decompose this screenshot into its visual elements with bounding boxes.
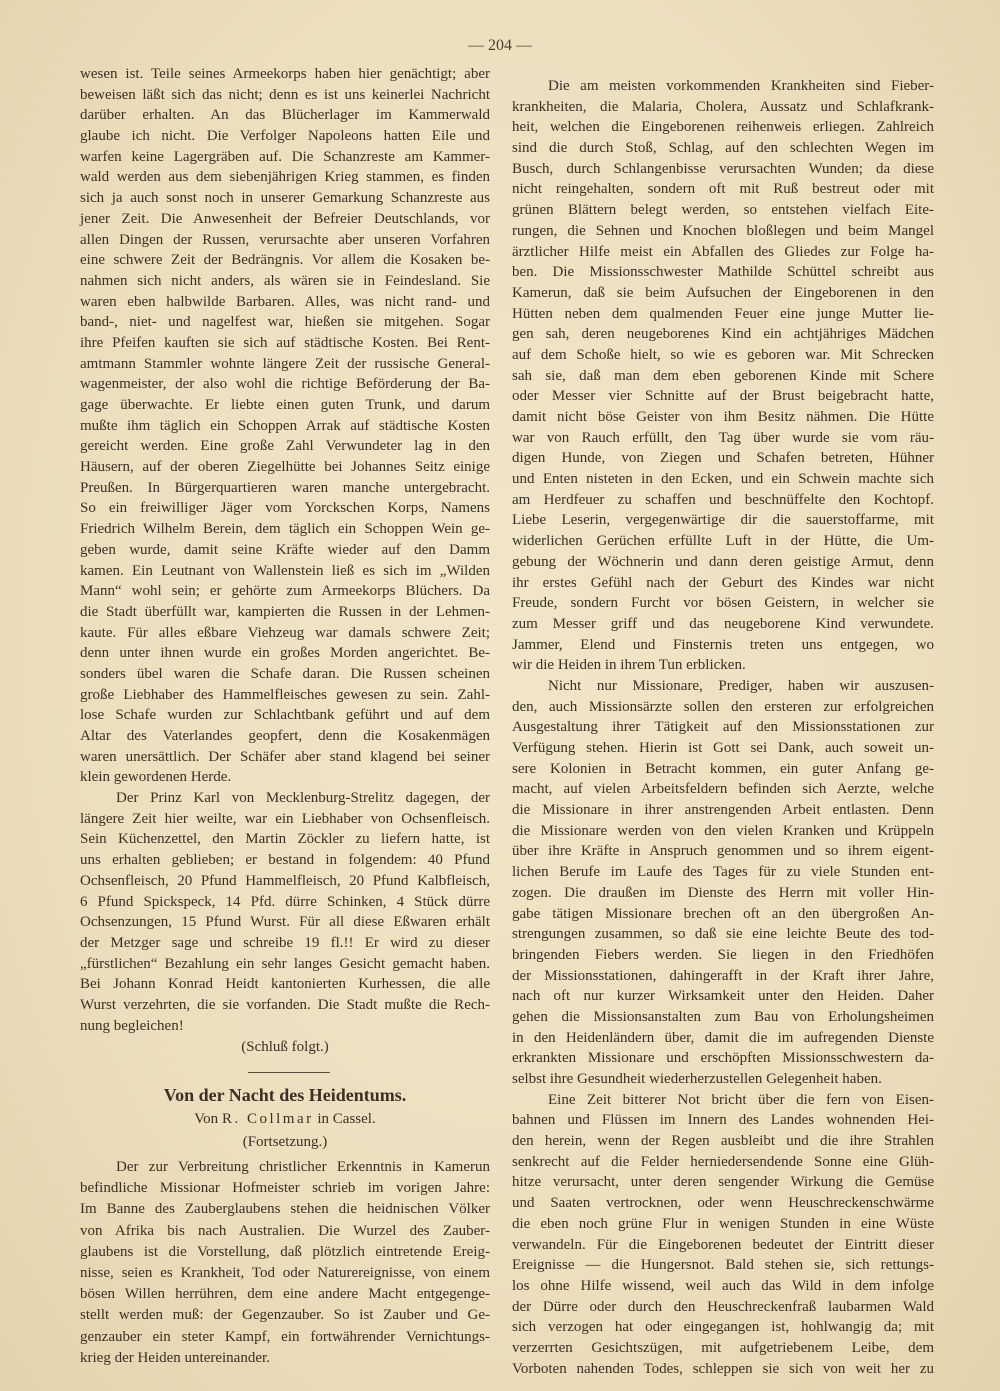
text-line: heit, welchen die Eingeborenen reihenweis erliegen. Zahlreich xyxy=(512,119,934,136)
text-line: grünen Blättern belegt werden, so entstehen vielfach Eite- xyxy=(512,202,934,219)
text-line: gehen die Missionsanstalten zum Bau von Erholungsheimen xyxy=(512,1008,934,1025)
text-line: krankheiten, die Malaria, Cholera, Aussatz und Schlafkrank- xyxy=(512,98,934,115)
text-line: Wurst verzehrten, die sie vorfanden. Die Stadt mußte die Rech- xyxy=(80,996,490,1013)
text-line: zum Messer griff und das neugeborene Kind verwundete. xyxy=(512,615,934,632)
text-line: gen sah, deren neugeborenes Kind ein achtjähriges Mädchen xyxy=(512,326,934,343)
text-line: gabe tätigen Missionare brechen oft an den übergroßen An- xyxy=(512,905,934,922)
text-line: den, auch Missionsärzte sollen den ersteren zur erfolgreichen xyxy=(512,698,934,715)
paragraph xyxy=(80,1157,490,1369)
text-line: 6 Pfund Spickspeck, 14 Pfd. dürre Schinken, 4 Stück dürre xyxy=(80,893,490,910)
text-line: der Dürre oder durch den Heuschreckenfraß laubarmen Wald xyxy=(512,1298,934,1315)
text-line: nisse, seien es Krankheit, Tod oder Naturereignisse, von einem xyxy=(80,1264,490,1281)
paragraph xyxy=(512,1090,934,1380)
text-line: kamen. Ein Leutnant von Wallenstein ließ es sich im „Wilden xyxy=(80,562,490,579)
text-line: Ochsenfleisch, 20 Pfund Hammelfleisch, 20 Pfund Kalbfleisch, xyxy=(80,872,490,889)
paragraph xyxy=(512,76,934,676)
text-line: und Enten nisteten in den Ecken, und ein Schwein machte sich xyxy=(512,471,934,488)
text-line: den herein, wenn der Regen ausbleibt und die ihre Strahlen xyxy=(512,1133,934,1150)
paragraph xyxy=(80,64,490,788)
text-line: senkrecht auf die Felder herniedersendende Sonne eine Glüh- xyxy=(512,1153,934,1170)
text-line: in den Heidenländern über, damit die im aufregenden Dienste xyxy=(512,1029,934,1046)
text-line: sich ja auch sonst noch in unserer Gemarkung Schanzreste aus xyxy=(80,190,490,207)
text-line: der Missionsstationen, dahingerafft in der Kraft ihrer Jahre, xyxy=(512,967,934,984)
text-line: kaute. Für alles eßbare Viehzeug war damals schwere Zeit; xyxy=(80,624,490,641)
text-line: wald werden aus dem siebenjährigen Krieg stammen, es finden xyxy=(80,169,490,186)
text-line: Im Banne des Zauberglaubens stehen die heidnischen Völker xyxy=(80,1201,490,1218)
text-line: nach oft nur kurzer Wirksamkeit unter den Heiden. Daher xyxy=(512,988,934,1005)
text-line: So ein freiwilliger Jäger vom Yorckschen Korps, Namens xyxy=(80,500,490,517)
article-byline xyxy=(80,1111,490,1128)
text-line: sah sie, daß man dem eben geborenen Kinde mit Schere xyxy=(512,367,934,384)
continuation-note: (Schluß folgt.) xyxy=(241,1039,329,1055)
text-line: Ausgestaltung ihrer Tätigkeit auf den Missionsstationen zur xyxy=(512,719,934,736)
text-line: wesen ist. Teile seines Armeekorps haben hier genächtigt; aber xyxy=(80,66,490,82)
text-line: darüber erhalten. An das Blücherlager im Kammerwald xyxy=(80,107,490,124)
text-line: sonders übel waren die Schafe daran. Die Russen scheinen xyxy=(80,665,490,682)
text-line: oder Messer vier Schnitte auf der Brust beigebracht hatte, xyxy=(512,388,934,405)
paragraph xyxy=(80,788,490,1036)
text-line: Der Prinz Karl von Mecklenburg-Strelitz dagegen, der xyxy=(116,790,490,807)
page-number: — 204 — xyxy=(468,37,532,54)
text-line: glaubens ist die Vorstellung, daß plötzlich eintretende Ereig- xyxy=(80,1243,490,1260)
text-line: Ochsenzungen, 15 Pfund Wurst. Für all diese Eßwaren erhält xyxy=(80,914,490,931)
text-line: warfen keine Lagergräben auf. Die Schanzreste am Kammer- xyxy=(80,148,490,165)
text-line: Freude, sondern Furcht vor bösen Geistern, in welcher sie xyxy=(512,595,934,612)
text-line: Kamerun, daß sie beim Aufsuchen der Eingeborenen in den xyxy=(512,284,934,301)
text-line: ihr erstes Gefühl nach der Geburt des Kindes war nicht xyxy=(512,574,934,591)
left-column-previous-article xyxy=(80,64,490,1036)
text-line: Vorboten nahenden Todes, schleppen sie sich von weit her zu xyxy=(512,1360,934,1377)
text-line: amtmann Stammler wohnte längere Zeit der russische General- xyxy=(80,355,490,372)
text-line: die Stadt überfüllt war, kampierten die Russen in der Lehmen- xyxy=(80,603,490,620)
text-line: „fürstlichen“ Bezahlung ein sehr langes Gesicht gemacht haben. xyxy=(80,955,490,972)
text-line: klein gewordenen Herde. xyxy=(80,769,232,786)
text-line: krieg der Heiden untereinander. xyxy=(80,1349,270,1366)
text-line: eine schwere Zeit der Bedrängnis. Vor allem die Kosaken be- xyxy=(80,252,490,269)
text-line: waren eben halbwilde Barbaren. Alles, was nicht rand- und xyxy=(80,293,490,310)
text-line: gebung der Wöchnerin und dann deren geistige Armut, denn xyxy=(512,553,934,570)
text-line: längere Zeit hier weilte, war ein Liebhaber von Ochsenfleisch. xyxy=(80,810,490,827)
text-line: Busch, durch Schlangenbisse verursachten Wunden; da diese xyxy=(512,160,934,177)
text-line: nahmen sich nicht anders, als wären sie in Feindesland. Sie xyxy=(80,272,490,289)
text-line: denn unter ihnen wurde ein großes Morden angerichtet. Be- xyxy=(80,645,490,662)
text-line: war von Rauch erfüllt, den Tag über wurde sie vom räu- xyxy=(512,429,934,446)
text-line: am Herdfeuer zu schaffen und beschnüffelte den Kochtopf. xyxy=(512,491,934,508)
text-line: Bei Johann Konrad Heidt kantonierten Kurhessen, die alle xyxy=(80,976,490,993)
left-column-article-text xyxy=(80,1157,490,1369)
article-title: Von der Nacht des Heidentums. xyxy=(163,1085,407,1105)
text-line: beweisen läßt sich das nicht; denn es ist uns keinerlei Nachricht xyxy=(80,86,490,103)
text-line: bösen Willen herrühren, dem eine andere Macht entgegenge- xyxy=(80,1286,490,1303)
text-line: wagenmeister, der also wohl die richtige Beförderung der Ba- xyxy=(80,376,490,393)
text-line: rungen, die Sehnen und Knochen bloßlegen und beim Mangel xyxy=(512,222,934,239)
text-line: Eine Zeit bitterer Not bricht über die fern von Eisen- xyxy=(548,1091,934,1108)
text-line: lose Schafe wurden zur Schlachtbank geführt und auf dem xyxy=(80,707,490,724)
text-line: wir die Heiden in ihrem Tun erblicken. xyxy=(512,657,746,674)
text-line: nung begleichen! xyxy=(80,1017,184,1034)
text-line: der Metzger sage und schreibe 19 fl.!! Er wird zu dieser xyxy=(80,934,490,951)
text-line: erkrankten Missionare und erschöpften Missionsschwestern da- xyxy=(512,1050,934,1067)
text-line: bahnen und Flüssen im Innern des Landes wohnenden Hei- xyxy=(512,1112,934,1129)
text-line: Altar des Vaterlandes geopfert, denn die Kosakenmägen xyxy=(80,728,490,744)
text-line: ben. Die Missionsschwester Mathilde Schüttel schreibt aus xyxy=(512,264,934,281)
text-line: Hütten neben dem qualmenden Feuer eine junge Mutter lie- xyxy=(512,305,934,322)
text-line: glaube ich nicht. Die Verfolger Napoleons hatten Eile und xyxy=(80,128,490,145)
text-line: los ohne Hilfe wissend, weil auch das Wild in dem infolge xyxy=(512,1277,934,1294)
text-line: ärztlicher Hilfe meist ein Abfallen des Gliedes zur Folge ha- xyxy=(512,243,934,260)
text-line: Ereignisse — die Hungersnot. Bald stehen sie, sich rettungs- xyxy=(512,1257,934,1274)
text-line: Verfügung stehen. Hierin ist Gott sei Dank, auch soweit un- xyxy=(512,740,934,756)
text-line: lichen Berufe im Laufe des Tages für zu viele Stunden ent- xyxy=(512,864,934,881)
text-line: befindliche Missionar Hofmeister schrieb im vorigen Jahre: xyxy=(80,1180,490,1197)
text-line: uns erhalten geblieben; er bestand in folgendem: 40 Pfund xyxy=(80,852,490,869)
text-line: Häusern, auf der oberen Ziegelhütte bei Johannes Seitz einige xyxy=(80,459,490,476)
text-line: selbst ihre Gesundheit wiederherzustellen Gelegenheit haben. xyxy=(512,1071,882,1087)
text-line: verzerrten Gesichtszügen, mit aufgetriebenem Leibe, dem xyxy=(512,1339,934,1356)
text-line: jener Zeit. Die Anwesenheit der Befreier Deutschlands, vor xyxy=(80,210,490,227)
text-line: band-, niet- und nagelfest war, hießen sie mitgehen. Sogar xyxy=(80,314,490,331)
text-line: waren unersättlich. Der Schäfer aber stand klagend bei seiner xyxy=(80,748,490,765)
text-line: die Missionare in ihrer anstrengenden Arbeit entlasten. Denn xyxy=(512,802,934,819)
section-divider xyxy=(248,1072,330,1073)
text-line: Der zur Verbreitung christlicher Erkenntnis in Kamerun xyxy=(116,1159,490,1175)
text-line: gereicht werden. Eine große Zahl Verwundeter lag in den xyxy=(80,438,490,455)
text-line: Die am meisten vorkommenden Krankheiten sind Fieber- xyxy=(548,78,934,94)
text-line: Friedrich Wilhelm Berein, dem täglich ein Schoppen Wein ge- xyxy=(80,521,490,538)
paragraph xyxy=(512,676,934,1090)
text-line: Liebe Leserin, vergegenwärtige dir die sauerstoffarme, mit xyxy=(512,512,934,529)
text-line: verwandeln. Für die Eingeborenen bedeutet der Eintritt dieser xyxy=(512,1236,934,1253)
author-name: R. Collmar xyxy=(221,1111,314,1127)
text-line: digen Hunde, von Ziegen und Schafen betreten, Hühner xyxy=(512,450,934,467)
text-line: über ihre Kräfte in Anspruch genommen und so ihrem eigent- xyxy=(512,843,934,860)
text-line: bringenden Fiebers werden. Sie liegen in den Friedhöfen xyxy=(512,946,934,963)
text-line: geben wurde, damit seine Kräfte wieder auf den Damm xyxy=(80,541,490,558)
text-line: stellt werden muß: der Gegenzauber. So ist Zauber und Ge- xyxy=(80,1307,490,1324)
text-line: mußte ihm täglich ein Schoppen Arrak auf städtische Kosten xyxy=(80,417,490,434)
text-line: auf dem Schoße hielt, so wie es geboren war. Mit Schrecken xyxy=(512,346,934,363)
text-line: gage überwachte. Er liebte einen guten Trunk, und darum xyxy=(80,397,490,413)
text-line: macht, auf vielen Arbeitsfeldern befinden sich Aerzte, welche xyxy=(512,781,934,798)
text-line: sich verzogen hat oder eingegangen ist, hohlwangig da; mit xyxy=(512,1319,934,1336)
text-line: Jammer, Elend und Finsternis treten uns entgegen, wo xyxy=(512,636,934,653)
text-line: strengungen zusammen, so daß sie eine leichte Beute des tod- xyxy=(512,926,934,943)
text-line: und Saaten vertrocknen, oder wenn Heuschreckenschwärme xyxy=(512,1195,934,1212)
text-line: die eben noch grüne Flur in wenigen Stunden in eine Wüste xyxy=(512,1215,934,1232)
text-line: nicht reingehalten, sondern oft mit Ruß bestreut oder mit xyxy=(512,181,934,198)
text-line: allen Dingen der Russen, verursachte aber unseren Vorfahren xyxy=(80,231,490,248)
text-line: Nicht nur Missionare, Prediger, haben wir auszusen- xyxy=(548,677,934,694)
text-line: Preußen. In Bürgerquartieren waren manche untergebracht. xyxy=(80,479,490,496)
text-line: zogen. Die draußen im Dienste des Herrn mit voller Hin- xyxy=(512,884,934,901)
text-line: damit nicht böse Geister von ihm Besitz nähmen. Die Hütte xyxy=(512,409,934,425)
text-line: ihre Pfeifen kauften sie sich auf städtische Kosten. Bei Rent- xyxy=(80,334,490,351)
text-line: von Afrika bis nach Australien. Die Wurzel des Zauber- xyxy=(80,1222,490,1239)
text-line: Sein Küchenzettel, den Martin Zöckler zu liefern hatte, ist xyxy=(80,831,490,848)
right-column-article-text xyxy=(512,76,934,1379)
text-line: hitze verursacht, unter deren sengender Wirkung die Gemüse xyxy=(512,1174,934,1191)
byline-prefix: Von xyxy=(194,1111,219,1127)
text-line: sind die durch Stoß, Schlag, auf den schlechten Wegen im xyxy=(512,140,934,157)
text-line: Mann“ wohl sein; er gehörte zum Armeekorps Blüchers. Da xyxy=(80,583,490,600)
continued-label: (Fortsetzung.) xyxy=(242,1134,328,1150)
text-line: genzauber ein steter Kampf, ein fortwährender Vernichtungs- xyxy=(80,1328,490,1345)
text-line: die Missionare werden von den vielen Kranken und Krüppeln xyxy=(512,822,934,839)
text-line: große Liebhaber des Hammelfleisches gewesen zu sein. Zahl- xyxy=(80,686,490,703)
byline-place: in Cassel. xyxy=(317,1111,376,1127)
text-line: sere Kolonien in Betracht kommen, ein guter Anfang ge- xyxy=(512,760,934,777)
text-line: widerlichen Gerüchen erfüllte Luft in der Hütte, die Um- xyxy=(512,533,934,550)
